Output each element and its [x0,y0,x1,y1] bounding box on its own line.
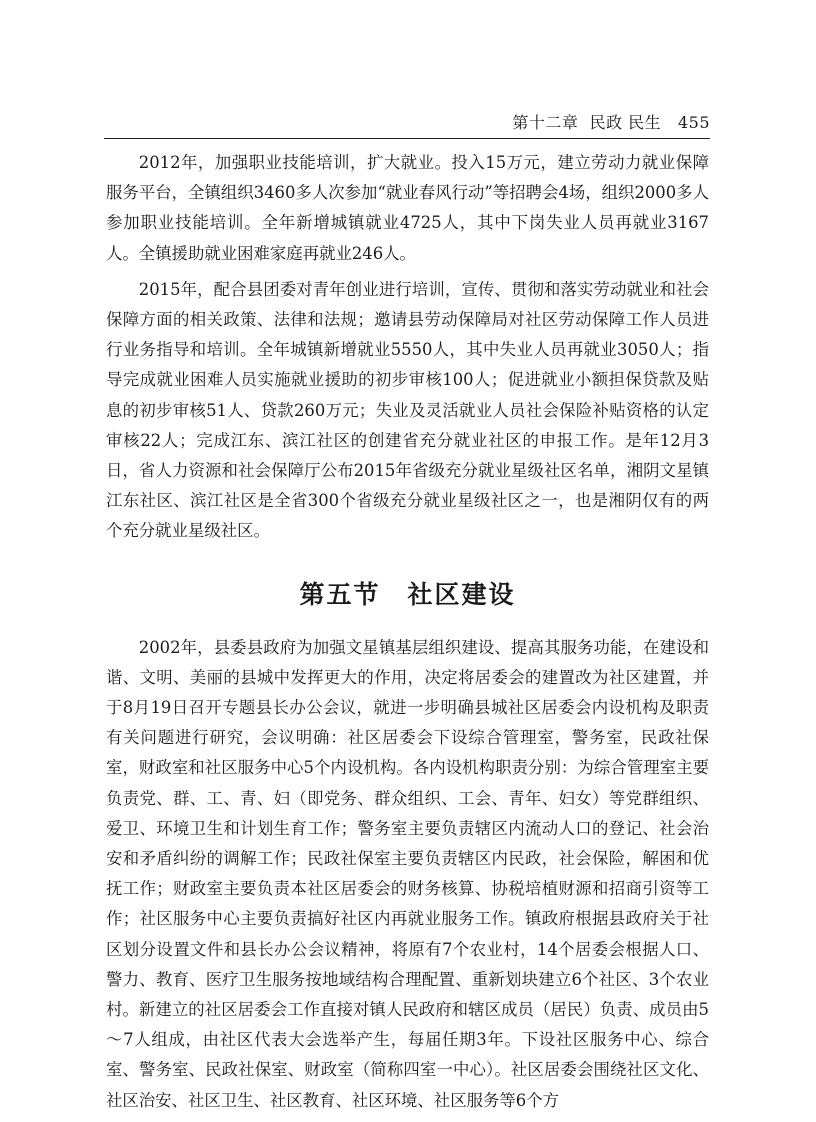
header-section: 民政 民生 [589,113,662,132]
paragraph-2015-employment: 2015年，配合县团委对青年创业进行培训，宣传、贯彻和落实劳动就业和社会保障方面的相关政策、法律和法规；邀请县劳动保障局对社区劳动保障工作人员进行业务指导和培训。全年城镇新增就业5550人，其中失业人员再就业3050人；指导完成就业困难人员实施就业援助的初步审核100人；促进就业小额担保贷款及贴息的初步审核51人、贷款260万元；失业及灵活就业人员社会保险补贴资格的认定审核22人；完成江东、滨江社区的创建省充分就业社区的申报工作。是年12月3日，省人力资源和社会保障厅公布2015年省级充分就业星级社区名单，湘阴文星镇江东社区、滨江社区是全省300个省级充分就业星级社区之一，也是湘阴仅有的两个充分就业星级社区。 [106,279,709,541]
page-body [106,148,709,1122]
header-chapter: 第十二章 [512,113,579,132]
paragraph-2002-community: 2002年，县委县政府为加强文星镇基层组织建设、提高其服务功能，在建设和谐、文明、美丽的县城中发挥更大的作用，决定将居委会的建置改为社区建置，并于8月19日召开专题县长办公会议，就进一步明确县城社区居委会内设机构及职责有关问题进行研究，会议明确：社区居委会下设综合管理室，警务室，民政社保室，财政室和社区服务中心5个内设机构。各内设机构职责分别：为综合管理室主要负责党、群、工、青、妇（即党务、群众组织、工会、青年、妇女）等党群组织、爱卫、环境卫生和计划生育工作；警务室主要负责辖区内流动人口的登记、社会治安和矛盾纠纷的调解工作；民政社保室主要负责辖区内民政，社会保险，解困和优抚工作；财政室主要负责本社区居委会的财务核算、协税培植财源和招商引资等工作；社区服务中心主要负责搞好社区内再就业服务工作。镇政府根据县政府关于社区划分设置文件和县长办公会议精神，将原有7个农业村，14个居委会根据人口、警力、教育、医疗卫生服务按地域结构合理配置、重新划块建立6个社区、3个农业村。新建立的社区居委会工作直接对镇人民政府和辖区成员（居民）负责、成员由5～7人组成，由社区代表大会选举产生，每届任期3年。下设社区服务中心、综合室、警务室、民政社保室、财政室（简称四室一中心）。社区居委会围绕社区文化、社区治安、社区卫生、社区教育、社区环境、社区服务等6个方 [106,637,709,1110]
page-number: 455 [677,113,710,132]
paragraph-2012-employment: 2012年，加强职业技能培训，扩大就业。投入15万元，建立劳动力就业保障服务平台，全镇组织3460多人次参加“就业春风行动”等招聘会4场，组织2000多人参加职业技能培训。全年新增城镇就业4725人，其中下岗失业人员再就业3167人。全镇援助就业困难家庭再就业246人。 [106,153,709,263]
running-header [104,110,710,139]
section-title: 第五节 社区建设 [299,579,516,609]
